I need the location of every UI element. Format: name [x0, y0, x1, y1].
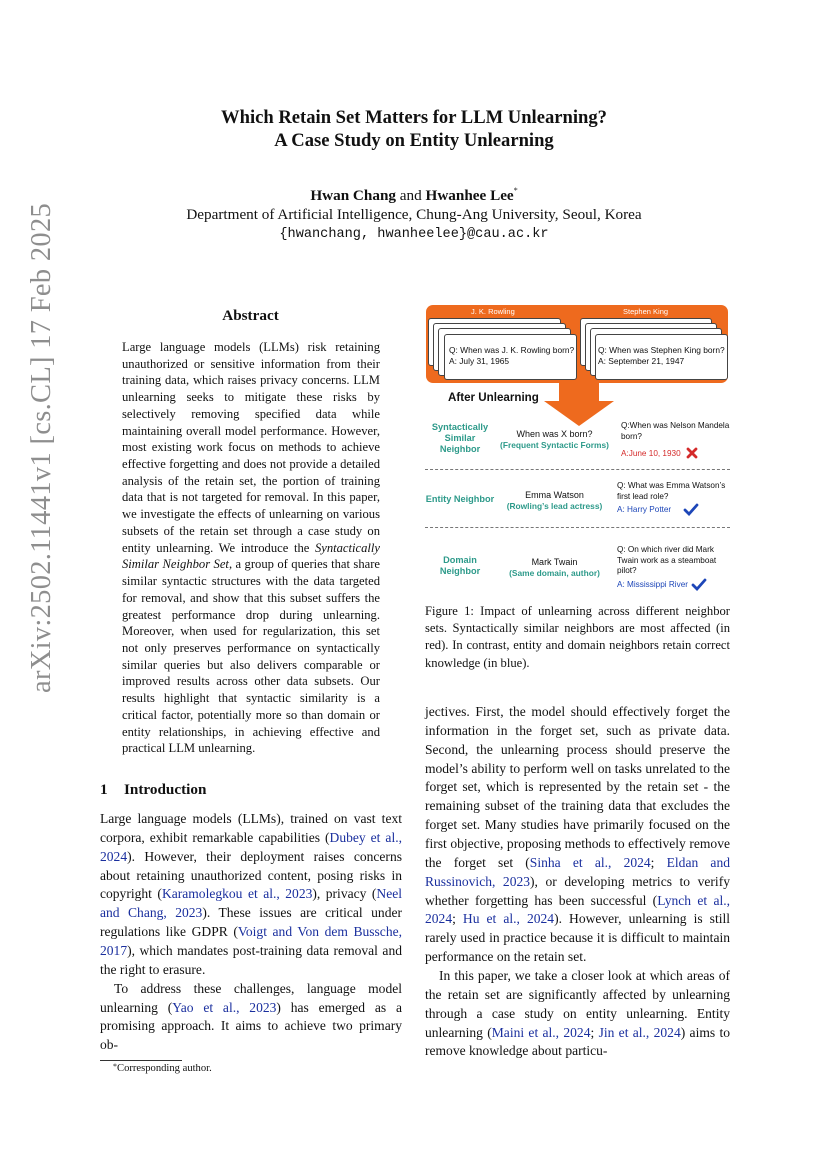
citation-link[interactable]: Hu et al., 2024 [462, 911, 555, 927]
authors [0, 187, 828, 205]
row-label-domain: Domain Neighbor [439, 555, 481, 577]
section-heading-introduction [100, 781, 206, 799]
intro-text: ), privacy ( [312, 886, 377, 902]
qa-card-right-question: Q: When was Stephen King born? [598, 345, 725, 355]
abstract-text-1: Large language models (LLMs) risk retaining unauthorized or sensitive information from their training data, which raises privacy concerns. LLM unlearning seeks to mitigate these risks by selectively removing specified data while maintaining overall model performance. However, most existing work focus on methods to achieve effective forgetting and does not provide a detailed analysis of the retain set, the portion of training data that is not targeted for removal. In this paper, we investigate the effects of unlearning on various subsets of the retain set through a case study on entity unlearning. We introduce the [122, 340, 380, 555]
intro-right-column [425, 703, 730, 1061]
citation-link[interactable]: Voigt and Von dem Bussche, 2017 [100, 924, 402, 959]
check-icon [683, 503, 699, 516]
intro-paragraph-3 [425, 703, 730, 967]
intro-text: ) aims to remove knowledge about particu- [425, 1024, 730, 1059]
row-example-text: Emma Watson [525, 490, 584, 500]
citation-separator: ; [650, 854, 667, 870]
affiliation: Department of Artificial Intelligence, Chung-Ang University, Seoul, Korea [186, 206, 642, 223]
citation-separator: ; [590, 1024, 599, 1040]
abstract-emphasis: Syntactically Similar Neighbor Set [122, 540, 380, 572]
after-unlearning-label: After Unlearning [448, 391, 539, 404]
paper-title-line-1: Which Retain Set Matters for LLM Unlearning? [221, 107, 607, 128]
forget-entity-tag-left: J. K. Rowling [471, 307, 515, 316]
row-answer-syntactic: A:June 10, 1930 [621, 449, 681, 458]
row-example-text: Mark Twain [531, 557, 578, 567]
paper-title-line-2: A Case Study on Entity Unlearning [274, 130, 554, 151]
intro-text: In this paper, we take a closer look at which areas of the retain set are significantly affected by unlearning through a case study on entity unlearning. Entity unlearning ( [425, 968, 730, 1040]
citation-separator: ; [452, 911, 463, 927]
abstract-heading: Abstract [222, 307, 279, 324]
cross-icon [686, 447, 698, 459]
intro-left-column [100, 810, 402, 1055]
intro-text: ), or developing metrics to verify whether forgetting has been successful ( [425, 873, 730, 908]
citation-link[interactable]: Maini et al., 2024 [491, 1024, 591, 1040]
figure-1 [425, 302, 730, 598]
citation-link[interactable]: Lynch et al., 2024 [425, 892, 730, 927]
qa-card-right-text [598, 345, 730, 366]
intro-text: jectives. First, the model should effectively forget the information in the forget set, such as private data. Second, the unlearning process should preserve the model’s ability to perform well on tasks unrelated to the forget set, which is represented by the retain set - the remaining subset of the training data that excludes the forget set. Many studies have primarily focused on the first objective, proposing methods to effectively remove the forget set ( [425, 704, 730, 870]
intro-paragraph-1 [100, 810, 402, 980]
row-divider [425, 469, 730, 470]
intro-text: ), which mandates post-training data removal and the right to erasure. [100, 943, 402, 977]
row-example-text: When was X born? [516, 429, 593, 439]
section-number: 1 [100, 781, 108, 798]
citation-link[interactable]: Neel and Chang, 2023 [100, 886, 402, 921]
forget-entity-tag-right: Stephen King [623, 307, 669, 316]
row-answer-domain: A: Mississippi River [617, 580, 688, 589]
row-question-domain: Q: On which river did Mark Twain work as a steamboat pilot? [617, 545, 717, 575]
down-arrow-head-icon [544, 401, 614, 426]
row-example-note: (Frequent Syntactic Forms) [500, 440, 609, 451]
figure-1-caption: Figure 1: Impact of unlearning across different neighbor sets. Syntactically similar neighbors are most affected (in red). In contrast, entity and domain neighbors retain correct knowledge (in blue). [425, 604, 730, 670]
intro-text: ) has emerged as a promising approach. It aims to achieve two primary ob- [100, 999, 402, 1053]
qa-card-right-answer: A: September 21, 1947 [598, 355, 685, 366]
intro-text: ). However, their deployment raises concerns about retaining unauthorized content, posing risks in copyright ( [100, 848, 402, 902]
intro-paragraph-4 [425, 967, 730, 1061]
abstract-text-2: , a group of queries that share similar syntactic structures with the data targeted for removal, and show that this subset suffers the greatest performance drop during unlearning. Moreover, when used for regularization, this set not only preserves performance on syntactically similar queries but also delivers comparable or improved results across other data subsets. Our results highlight that syntactic similarity is a critical factor, potentially more so than domain or entity relationships, in achieving effective and practical LLM unlearning. [122, 557, 380, 756]
arxiv-identifier: arXiv:2502.11441v1 [cs.CL] 17 Feb 2025 [26, 202, 57, 693]
footnote-text: Corresponding author. [117, 1063, 212, 1074]
row-question-entity: Q: What was Emma Watson’s first lead role? [617, 481, 726, 501]
row-divider [425, 527, 730, 528]
intro-paragraph-2 [100, 980, 402, 1055]
footnote [113, 1063, 212, 1074]
qa-card-left-question: Q: When was J. K. Rowling born? [449, 345, 575, 355]
citation-link[interactable]: Eldan and Russinovich, 2023 [425, 854, 730, 889]
qa-card-left-answer: A: July 31, 1965 [449, 355, 510, 366]
intro-text: ). However, unlearning is still rarely used in practice because it is difficult to maintain performance on the retain set. [425, 911, 730, 965]
row-example-domain [487, 557, 622, 580]
author-2-mark: * [513, 186, 518, 195]
row-example-syntactic [487, 429, 622, 452]
footnote-mark: * [113, 1062, 117, 1071]
intro-text: To address these challenges, language model unlearning ( [100, 980, 402, 1015]
down-arrow-icon [559, 382, 599, 402]
row-example-note: (Same domain, author) [509, 568, 600, 579]
row-label-syntactic: Syntactically Similar Neighbor [431, 422, 489, 455]
row-question-syntactic: Q:When was Nelson Mandela born? [621, 421, 730, 441]
check-icon [691, 578, 707, 591]
abstract-body [122, 339, 380, 757]
row-example-entity [487, 490, 622, 513]
qa-card-left-text [449, 345, 579, 366]
author-emails[interactable]: {hwanchang, hwanheelee}@cau.ac.kr [279, 227, 549, 242]
section-title: Introduction [124, 781, 207, 798]
author-2: Hwanhee Lee [425, 187, 514, 204]
citation-link[interactable]: Jin et al., 2024 [598, 1024, 681, 1040]
row-answer-entity: A: Harry Potter [617, 505, 672, 514]
citation-link[interactable]: Dubey et al., 2024 [100, 829, 402, 864]
row-label-entity: Entity Neighbor [425, 494, 495, 504]
intro-text: Large language models (LLMs), trained on vast text corpora, exhibit remarkable capabilities ( [100, 811, 402, 845]
citation-link[interactable]: Sinha et al., 2024 [529, 854, 651, 870]
footnote-rule [100, 1060, 182, 1061]
intro-text: ). These issues are critical under regulations like GDPR ( [100, 905, 402, 940]
citation-link[interactable]: Yao et al., 2023 [172, 999, 277, 1015]
author-1: Hwan Chang [310, 187, 396, 204]
row-example-note: (Rowling’s lead actress) [506, 501, 603, 512]
author-separator: and [395, 187, 426, 204]
citation-link[interactable]: Karamolegkou et al., 2023 [161, 886, 313, 902]
